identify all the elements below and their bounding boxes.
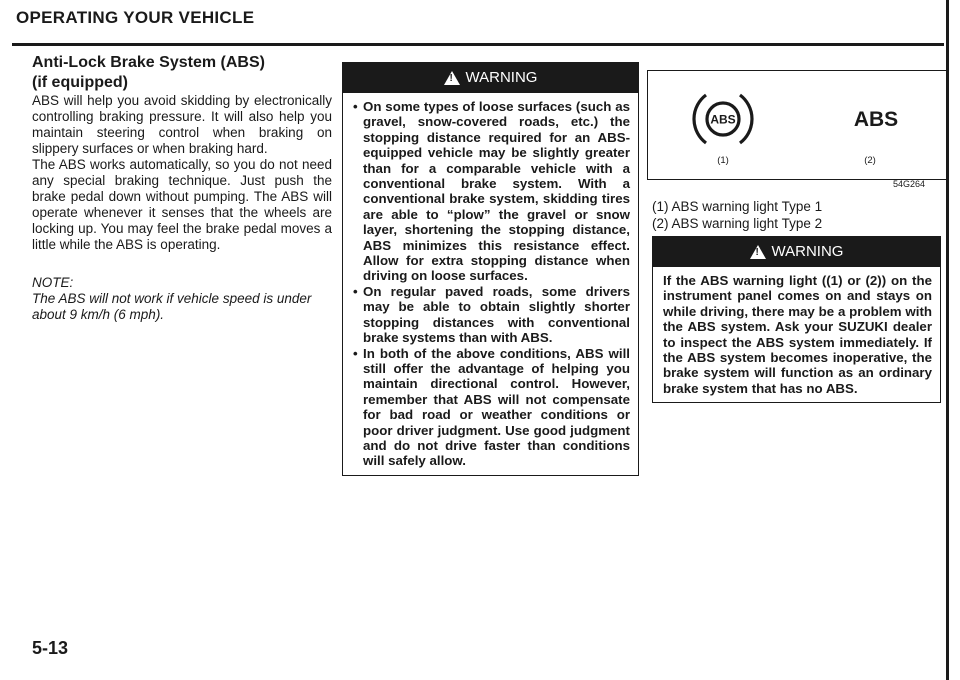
warning-box-1 (342, 62, 639, 476)
abs-warning-light-type1-icon (694, 95, 752, 143)
figure-legend (652, 198, 822, 232)
note-text: The ABS will not work if vehicle speed is under about 9 km/h (6 mph). (32, 291, 312, 322)
page-number: 5-13 (32, 638, 69, 658)
figure-label-2: (2) (864, 155, 876, 166)
section-title: Anti-Lock Brake System (ABS) (32, 54, 265, 71)
section-paragraph-1: ABS will help you avoid skidding by electronically controlling braking pressure. It will also help you maintain steering control when braking on slippery surfaces or when braking hard. (32, 93, 332, 156)
figure-label-1: (1) (717, 155, 729, 166)
warning-item: • On some types of loose surfaces (such as gravel, snow-covered roads, etc.) the stopping distance required for an ABS-equipped vehicle may be slightly greater than for a comparable vehicle with a conventional brake system. With a conventional brake system, skidding tires are able to “plow” the gravel or snow layer, shortening the stopping distance, ABS minimizes this resistance effect. Allow for extra stopping distance when driving on loose surfaces. (353, 99, 630, 284)
legend-item: (2) ABS warning light Type 2 (652, 216, 823, 231)
page-header-title: OPERATING YOUR VEHICLE (16, 8, 255, 27)
abs-warning-light-type2-text: ABS (853, 108, 899, 131)
note-label: NOTE: (32, 275, 74, 290)
warning-body-1 (343, 93, 638, 475)
warning-heading-1: WARNING (465, 69, 538, 86)
warning-text-2: If the ABS warning light ((1) or (2)) on the instrument panel comes on and stays on while driving, there may be a problem with the ABS system. Ask your SUZUKI dealer to inspect the ABS system immediately. If the ABS system becomes inoperative, the brake system will function as an ordinary brake system that has no ABS. (663, 273, 932, 396)
warning-header-2 (653, 237, 940, 267)
figure-code: 54G264 (893, 179, 926, 189)
warning-item: • In both of the above conditions, ABS will still offer the advantage of helping you maintain directional control. However, remember that ABS will not compensate for bad road or weather conditions or poor driver judgment. Use good judgment and do not drive faster than conditions will safely allow. (353, 346, 630, 469)
legend-item: (1) ABS warning light Type 1 (652, 199, 823, 214)
warning-triangle-icon (750, 245, 766, 259)
header-rule (12, 43, 944, 46)
warning-header-1 (343, 63, 638, 93)
abs-light-icons (648, 71, 946, 179)
svg-text:ABS: ABS (710, 112, 736, 127)
abs-section (32, 54, 332, 323)
section-paragraph-2: The ABS works automatically, so you do not need any special braking technique. Just push the brake pedal down without pumping. The ABS will operate whenever it senses that the wheels are locking up. You may feel the brake pedal moves a little while the ABS is operating. (32, 157, 332, 252)
warning-body-2 (653, 267, 940, 402)
warning-box-2 (652, 236, 941, 403)
abs-light-figure (647, 70, 947, 180)
warning-item: • On regular paved roads, some drivers may be able to obtain slightly shorter stopping distances with conventional brake systems than with ABS. (353, 284, 630, 346)
warning-triangle-icon (444, 71, 460, 85)
warning-heading-2: WARNING (771, 243, 844, 260)
section-subtitle: (if equipped) (32, 74, 128, 91)
